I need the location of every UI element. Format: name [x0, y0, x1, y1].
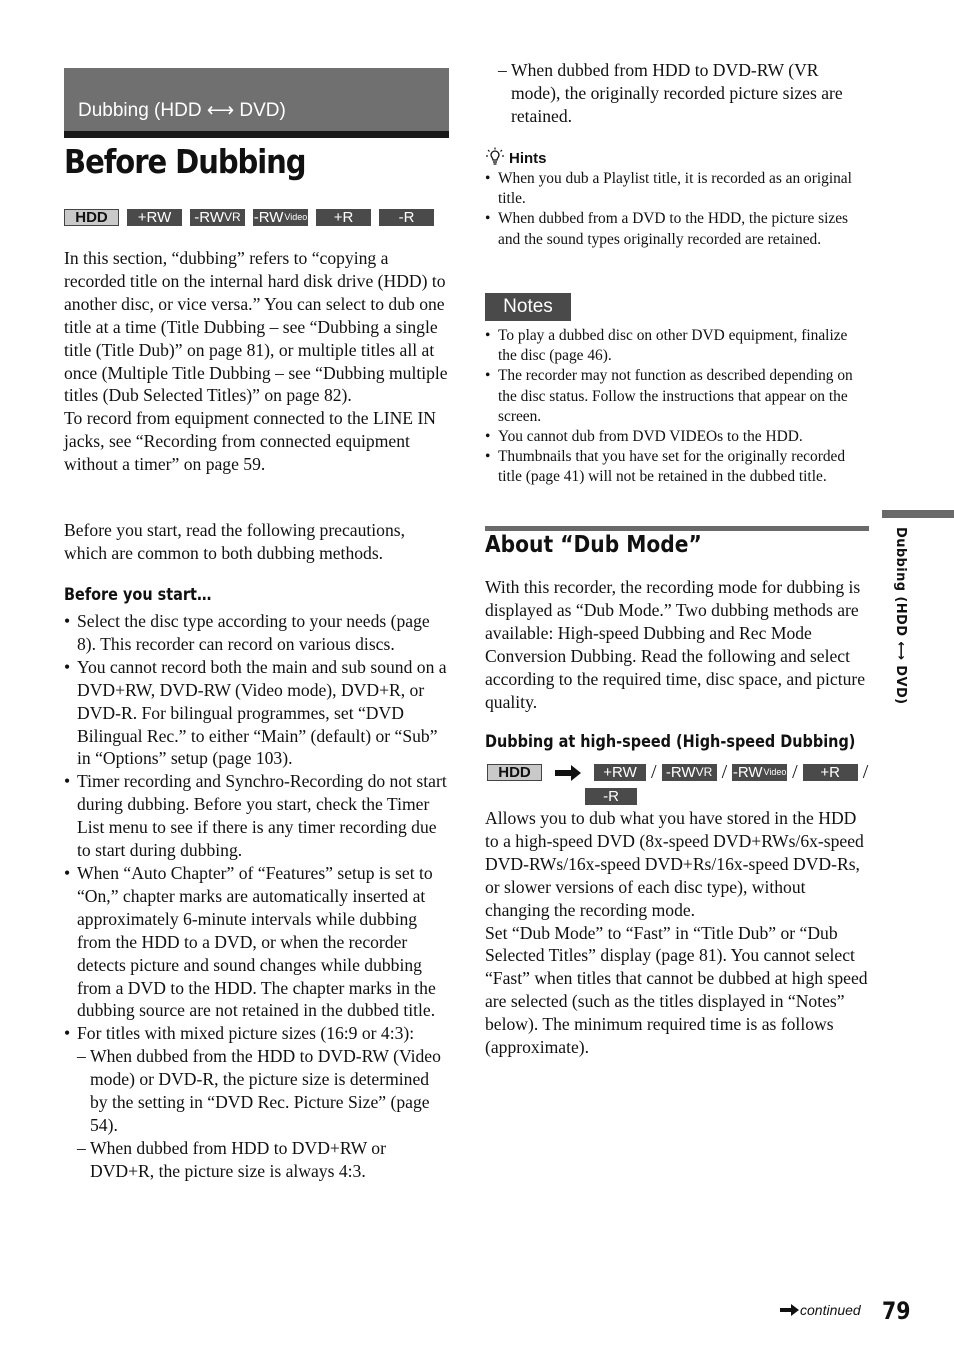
section-title	[78, 99, 286, 122]
intro-text	[64, 247, 449, 476]
about-section-rule	[485, 526, 869, 531]
slash-separator: /	[792, 761, 798, 783]
list-item: • When you dub a Playlist title, it is recorded as an original title.	[485, 169, 869, 209]
list-item-text: For titles with mixed picture sizes (16:9 or 4:3):	[77, 1023, 415, 1044]
section-title-end: DVD)	[239, 100, 286, 121]
high-speed-badges	[487, 761, 868, 784]
badge-minus-r: -R	[379, 209, 434, 226]
badge-rw-video: -RW Video	[253, 209, 308, 226]
side-section-label-text: Dubbing (HDD ⟷ DVD)	[893, 527, 908, 705]
about-heading: About “Dub Mode”	[485, 532, 702, 558]
intro-paragraph-1: In this section, “dubbing” refers to “copying a recorded title on the internal hard disk drive (HDD) to another disc, or vice versa.” You can select to dub one title at a time (Title Dubbing – see “Dubbing a single title (Title Dub)” on page 81), or multiple titles all at once (Multiple Title Dubbing – see “Dubbing multiple titles (Dub Selected Titles)” on page 82).	[64, 248, 448, 406]
badge-rw-video: -RW Video	[732, 764, 787, 781]
badge-plus-r: +R	[803, 764, 858, 781]
double-arrow-icon: ⟷	[206, 100, 235, 121]
list-item	[64, 1022, 449, 1182]
list-item: • When “Auto Chapter” of “Features” setup is set to “On,” chapter marks are automatically inserted at approximately 6-minute intervals while dubbing from the HDD to a DVD, or when the recorder detects picture and sound changes while dubbing from a DVD to the HDD. The chapter marks in the dubbing source are not retained in the dubbed title.	[64, 862, 449, 1022]
slash-separator: /	[651, 761, 657, 783]
sub-list-item: – When dubbed from HDD to DVD+RW or DVD+R, the picture size is always 4:3.	[77, 1137, 449, 1183]
high-speed-heading: Dubbing at high-speed (High-speed Dubbing)	[485, 732, 856, 752]
badge-hdd: HDD	[64, 209, 119, 226]
section-header-rule	[64, 131, 449, 138]
continued-note	[780, 1302, 861, 1318]
badge-rw-vr: -RW VR	[190, 209, 245, 226]
continued-label: continued	[800, 1302, 861, 1318]
high-speed-paragraph-1: Allows you to dub what you have stored in the HDD to a high-speed DVD (8x-speed DVD+RWs/6x-speed DVD-RWs/16x-speed DVD+Rs/16x-speed DVD-Rs, or slower versions of each disc type), without changing the recording mode.	[485, 808, 864, 920]
intro-paragraph-3: Before you start, read the following precautions, which are common to both dubbing methods.	[64, 520, 406, 563]
list-item: • You cannot dub from DVD VIDEOs to the HDD.	[485, 427, 869, 447]
high-speed-badges-row2	[585, 788, 637, 805]
sub-list-item: – When dubbed from the HDD to DVD-RW (Video mode) or DVD-R, the picture size is determined by the setting in “DVD Rec. Picture Size” (page 54).	[77, 1045, 449, 1137]
badge-plus-rw: +RW	[127, 209, 182, 226]
list-item: • You cannot record both the main and sub sound on a DVD+RW, DVD-RW (Video mode), DVD+R, or DVD-R. For bilingual programmes, set “DVD Bilingual Rec.” to either “Main” (default) or “Sub” in “Options” setup (page 103).	[64, 656, 449, 771]
list-item: • To play a dubbed disc on other DVD equipment, finalize the disc (page 46).	[485, 326, 869, 366]
side-section-label	[880, 527, 910, 707]
slash-separator: /	[721, 761, 728, 783]
list-item: • Timer recording and Synchro-Recording do not start during dubbing. Before you start, check the Timer List menu to see if there is any timer recording due to start during dubbing.	[64, 770, 449, 862]
notes-heading: Notes	[485, 293, 571, 321]
sub-list-item: – When dubbed from HDD to DVD-RW (VR mode), the originally recorded picture sizes are retained.	[498, 59, 870, 128]
continued-sub-list	[498, 59, 870, 128]
list-item: • Select the disc type according to your needs (page 8). This recorder can record on various discs.	[64, 610, 449, 656]
intro-paragraph-2: To record from equipment connected to the LINE IN jacks, see “Recording from connected equipment without a timer” on page 59.	[64, 408, 437, 475]
badge-minus-r: -R	[585, 788, 637, 805]
hints-heading	[485, 147, 547, 168]
arrow-right-icon	[551, 764, 585, 782]
badge-hdd: HDD	[487, 764, 542, 781]
badge-plus-r: +R	[316, 209, 371, 226]
slash-separator: /	[862, 761, 869, 783]
lightbulb-icon	[485, 147, 505, 167]
page-title: Before Dubbing	[64, 142, 306, 181]
high-speed-text	[485, 807, 870, 1059]
hints-label: Hints	[509, 150, 547, 167]
high-speed-paragraph-2: Set “Dub Mode” to “Fast” in “Title Dub” or “Dub Selected Titles” display (page 81). You cannot select “Fast” when titles that cannot be dubbed at high speed are selected (such as the titles displayed in “Notes” below). The minimum required time is as follows (approximate).	[485, 922, 868, 1058]
disc-type-badges	[64, 209, 434, 226]
side-tab-marker	[882, 510, 954, 518]
about-body: With this recorder, the recording mode for dubbing is displayed as “Dub Mode.” Two dubbing methods are available: High-speed Dubbing and Rec Mode Conversion Dubbing. Read the following and select according to the required time, disc space, and picture quality.	[485, 577, 866, 712]
page-number: 79	[882, 1297, 911, 1325]
list-item: • When dubbed from a DVD to the HDD, the picture sizes and the sound types originally recorded are retained.	[485, 209, 869, 249]
badge-rw-vr: -RW VR	[662, 764, 717, 781]
section-title-start: Dubbing (HDD	[78, 100, 202, 121]
hints-list	[485, 169, 869, 250]
before-start-list	[64, 610, 449, 1183]
list-item: • Thumbnails that you have set for the originally recorded title (page 41) will not be retained in the dubbed title.	[485, 447, 869, 487]
badge-plus-rw: +RW	[594, 764, 646, 781]
arrow-right-icon	[780, 1304, 800, 1316]
notes-list	[485, 326, 869, 488]
list-item: • The recorder may not function as described depending on the disc status. Follow the instructions that appear on the screen.	[485, 366, 869, 427]
before-start-heading: Before you start…	[64, 585, 212, 605]
